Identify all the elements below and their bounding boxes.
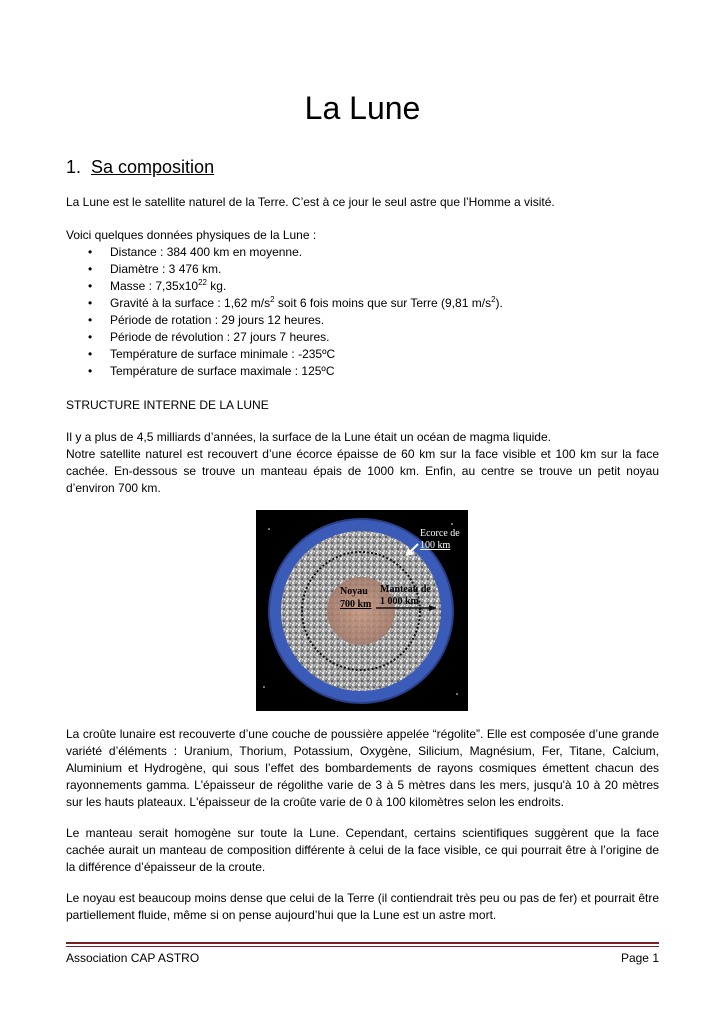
moon-structure-diagram <box>256 510 468 711</box>
paragraph-layers: Notre satellite naturel est recouvert d’une écorce épaisse de 60 km sur la face visible et 100 km sur la face cachée. En-dessous se trouve un manteau épais de 1000 km. Enfin, au centre se trouve un petit noyau d’environ 700 km. <box>66 447 659 495</box>
section-title: Sa composition <box>91 157 215 177</box>
facts-list <box>66 244 503 380</box>
moon-structure-figure <box>256 510 468 711</box>
page-title: La Lune <box>304 90 421 126</box>
core-label: Noyau <box>340 586 368 597</box>
list-item: • Période de rotation : 29 jours 12 heures. <box>66 312 503 329</box>
section-heading <box>66 156 214 178</box>
footer-page-number: Page 1 <box>620 951 659 965</box>
crust-value: 100 km <box>420 540 451 551</box>
list-item: • Température de surface minimale : -235ºC <box>66 346 503 363</box>
footer-rule <box>66 942 659 944</box>
paragraph-magma: Il y a plus de 4,5 milliards d’années, la surface de la Lune était un océan de magma liquide. <box>66 430 551 444</box>
list-item: • Masse : $7,35x10^{22}$ kg. <box>66 278 503 295</box>
footer-organization: Association CAP ASTRO <box>66 951 200 965</box>
list-item: • Période de révolution : 27 jours 7 heures. <box>66 329 503 346</box>
list-item: • Température de surface maximale : 125ºC <box>66 363 503 380</box>
mantle-label: Manteau de <box>380 584 431 595</box>
core-value: 700 km <box>340 599 372 610</box>
paragraph-core: Le noyau est beaucoup moins dense que celui de la Terre (il contiendrait très peu ou pas de fer) et pourrait être partiellement fluide, même si on pense aujourd’hui que la Lune est un astre mort. <box>66 891 659 922</box>
crust-label: Ecorce de <box>420 528 460 539</box>
intro-paragraph: La Lune est le satellite naturel de la Terre. C’est à ce jour le seul astre que l’Homme a visité. <box>66 195 555 209</box>
data-intro: Voici quelques données physiques de la Lune : <box>66 228 317 242</box>
list-item: • Diamètre : 3 476 km. <box>66 261 503 278</box>
paragraph-regolith: La croûte lunaire est recouverte d’une couche de poussière appelée “régolite”. Elle est composée d’une grande variété d’éléments : Uranium, Thorium, Potassium, Oxygène, Silicium, Magnésium, Fer, Titane, Calcium, Aluminium et Hydrogène, qui sous l’effet des bombardements de rayons cosmiques émettent chacun des rayonnements gamma. L'épaisseur de régolithe varie de 3 à 5 mètres dans les mers, jusqu'à 10 à 20 mètres sur les hauts plateaux. L'épaisseur de la croûte varie de 0 à 100 kilomètres selon les endroits. <box>66 727 659 809</box>
section-number: 1. <box>66 157 82 177</box>
structure-heading: STRUCTURE INTERNE DE LA LUNE <box>66 398 269 412</box>
mantle-value: 1 000 km <box>380 596 419 607</box>
paragraph-mantle: Le manteau serait homogène sur toute la Lune. Cependant, certains scientifiques suggèrent que la face cachée aurait un manteau de composition différente à celui de la face visible, ce qui pourrait être à l’origine de la différence d’épaisseur de la croute. <box>66 826 659 874</box>
list-item: • Distance : 384 400 km en moyenne. <box>66 244 503 261</box>
footer-rule-thin <box>66 946 659 947</box>
list-item: • Gravité à la surface : 1,62 $m/s^2$ soit 6 fois moins que sur Terre (9,81 $m/s^2$). <box>66 295 503 312</box>
